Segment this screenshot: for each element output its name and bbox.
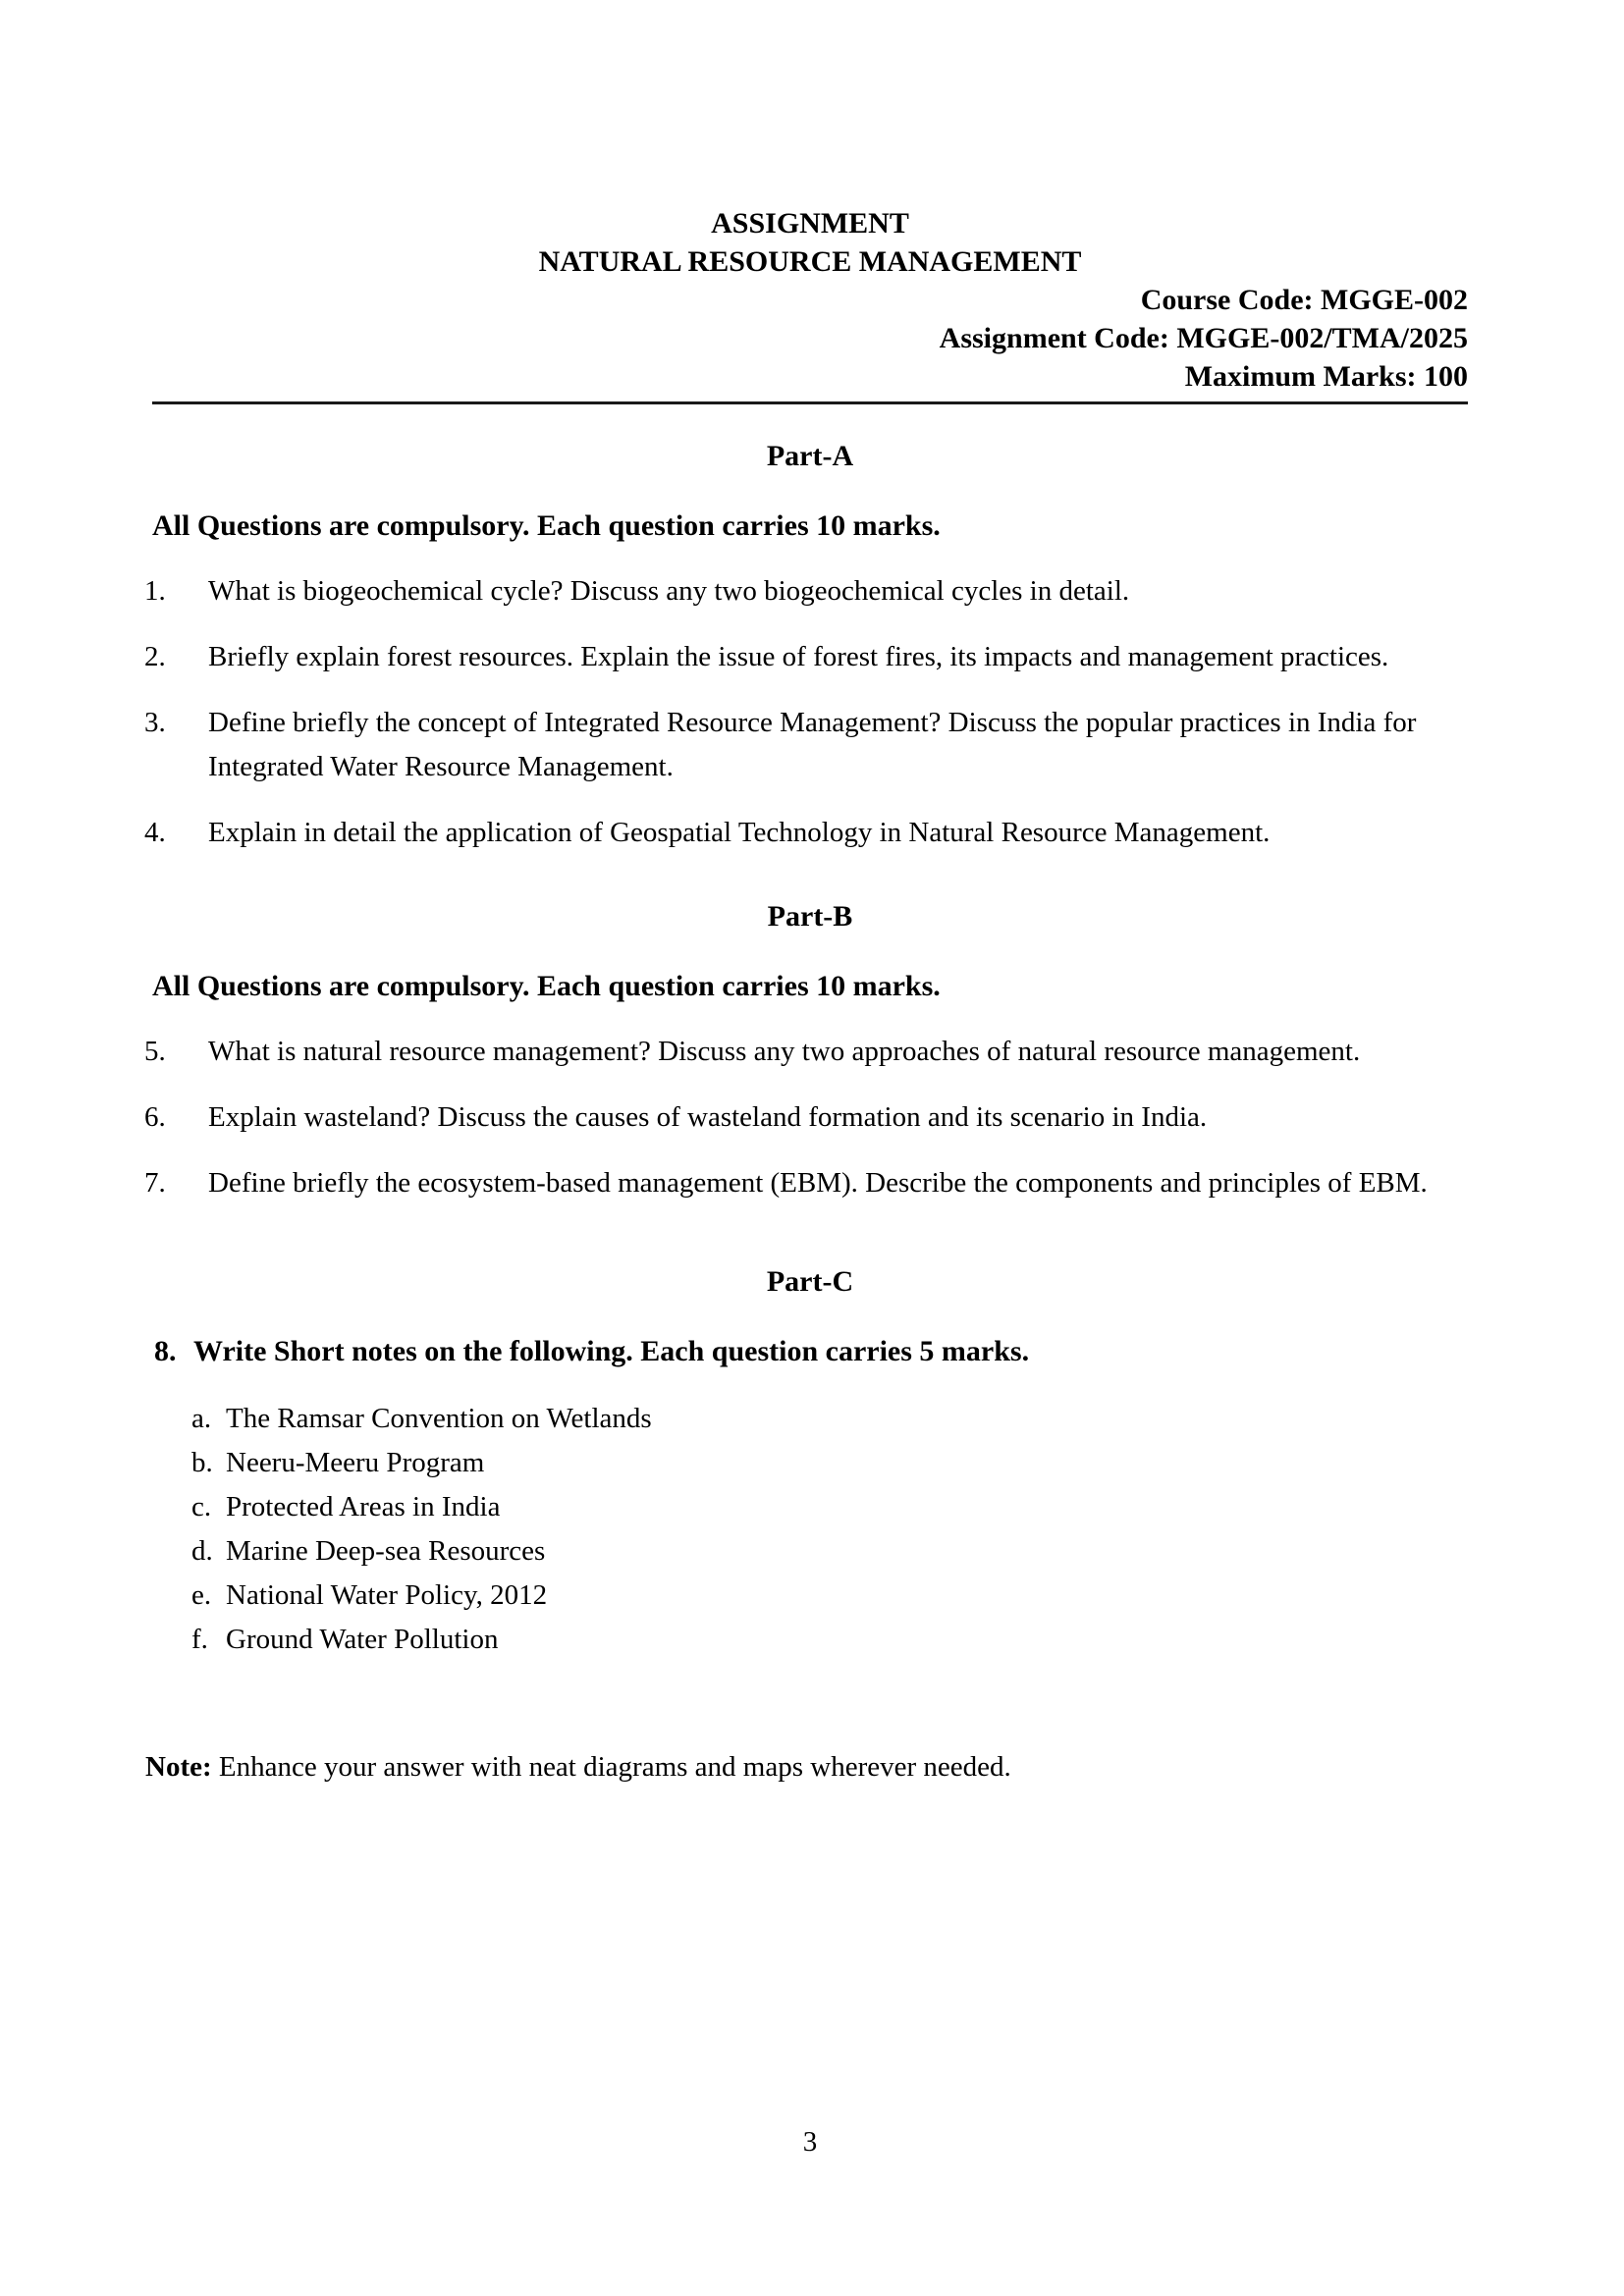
document-title-line1: ASSIGNMENT bbox=[711, 207, 909, 240]
question-number: 4. bbox=[144, 817, 166, 848]
note bbox=[145, 1745, 1468, 1789]
question-number: 3. bbox=[144, 707, 166, 738]
list-item bbox=[152, 1441, 1468, 1485]
list-item-letter: a. bbox=[191, 1403, 212, 1434]
part-c-heading: Part-C bbox=[766, 1265, 854, 1298]
question-row bbox=[152, 1329, 1468, 1373]
question-number: 8. bbox=[154, 1335, 177, 1367]
question-text: Define briefly the ecosystem-based management (EBM). Describe the components and principles of EBM. bbox=[208, 1167, 1428, 1199]
part-a-instructions: All Questions are compulsory. Each question carries 10 marks. bbox=[152, 509, 941, 542]
header-divider bbox=[152, 401, 1468, 404]
question-text: What is natural resource management? Discuss any two approaches of natural resource management. bbox=[208, 1036, 1361, 1067]
part-b-heading: Part-B bbox=[767, 900, 853, 933]
list-item-text: Neeru-Meeru Program bbox=[226, 1447, 485, 1478]
question-row bbox=[144, 1161, 1468, 1205]
part-b-instructions: All Questions are compulsory. Each question carries 10 marks. bbox=[152, 970, 941, 1002]
part-a-heading: Part-A bbox=[766, 440, 854, 472]
list-item bbox=[152, 1618, 1468, 1662]
question-text: Define briefly the concept of Integrated Resource Management? Discuss the popular practices in India for Integrated Water Resource Management. bbox=[208, 707, 1417, 782]
list-item-letter: c. bbox=[191, 1491, 212, 1522]
question-number: 6. bbox=[144, 1101, 166, 1133]
question-text: Briefly explain forest resources. Explain the issue of forest fires, its impacts and management practices. bbox=[208, 641, 1389, 672]
list-item bbox=[152, 1397, 1468, 1441]
note-label: Note: bbox=[145, 1751, 212, 1783]
question-row bbox=[144, 811, 1468, 855]
question-number: 2. bbox=[144, 641, 166, 672]
maximum-marks: Maximum Marks: 100 bbox=[1184, 360, 1468, 393]
document-header bbox=[152, 204, 1468, 404]
short-notes-list bbox=[152, 1397, 1468, 1662]
list-item bbox=[152, 1529, 1468, 1574]
question-text: What is biogeochemical cycle? Discuss any two biogeochemical cycles in detail. bbox=[208, 575, 1130, 607]
list-item-letter: e. bbox=[191, 1579, 212, 1611]
section-part-a bbox=[144, 434, 1468, 855]
question-text: Explain wasteland? Discuss the causes of wasteland formation and its scenario in India. bbox=[208, 1101, 1208, 1133]
list-item-text: National Water Policy, 2012 bbox=[226, 1579, 548, 1611]
list-item-letter: f. bbox=[191, 1624, 208, 1655]
question-text: Explain in detail the application of Geospatial Technology in Natural Resource Management. bbox=[208, 817, 1271, 848]
question-number: 7. bbox=[144, 1167, 166, 1199]
question-number: 1. bbox=[144, 575, 166, 607]
page-number: 3 bbox=[802, 2126, 818, 2158]
question-number: 5. bbox=[144, 1036, 166, 1067]
question-row bbox=[144, 1095, 1468, 1140]
list-item bbox=[152, 1485, 1468, 1529]
list-item bbox=[152, 1574, 1468, 1618]
question-row bbox=[144, 1030, 1468, 1074]
list-item-letter: b. bbox=[191, 1447, 213, 1478]
question-row bbox=[144, 569, 1468, 614]
question-row bbox=[144, 635, 1468, 679]
section-part-c bbox=[152, 1259, 1468, 1662]
list-item-text: Marine Deep-sea Resources bbox=[226, 1535, 546, 1567]
course-code: Course Code: MGGE-002 bbox=[1140, 284, 1468, 316]
list-item-text: Protected Areas in India bbox=[226, 1491, 501, 1522]
section-part-b bbox=[144, 894, 1468, 1205]
document-title-line2: NATURAL RESOURCE MANAGEMENT bbox=[538, 245, 1082, 278]
question-text: Write Short notes on the following. Each question carries 5 marks. bbox=[193, 1335, 1030, 1367]
list-item-letter: d. bbox=[191, 1535, 213, 1567]
question-row bbox=[144, 701, 1468, 789]
list-item-text: The Ramsar Convention on Wetlands bbox=[226, 1403, 652, 1434]
list-item-text: Ground Water Pollution bbox=[226, 1624, 499, 1655]
note-text: Enhance your answer with neat diagrams and maps wherever needed. bbox=[211, 1751, 1011, 1783]
assignment-code: Assignment Code: MGGE-002/TMA/2025 bbox=[939, 322, 1468, 354]
